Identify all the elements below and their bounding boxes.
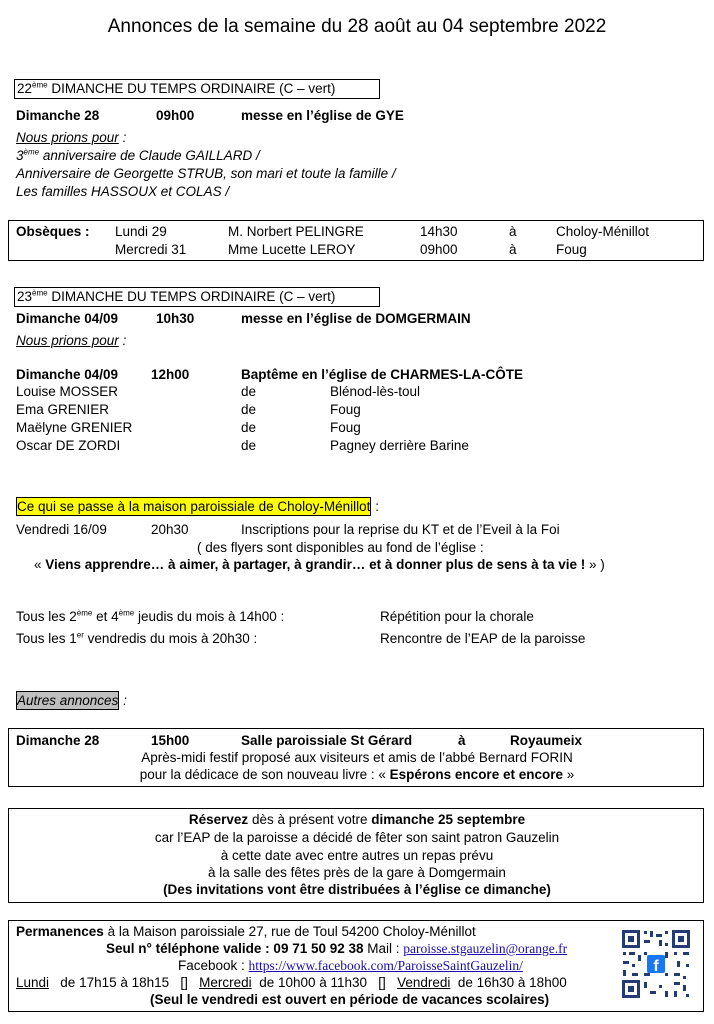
bapteme-name: Ema GRENIER (16, 402, 110, 417)
reservez-line: (Des invitations vont être distribuées à l’église ce dimanche) (163, 882, 551, 897)
svg-text:f: f (653, 958, 659, 975)
permanences-address: Permanences à la Maison paroissiale 27, rue de Toul 54200 Choloy-Ménillot (16, 924, 476, 939)
kt-slogan: « Viens apprendre… à aimer, à partager, à grandir… et à donner plus de sens à ta vie ! » ) (34, 557, 605, 572)
reservez-line: à cette date avec entre autres un repas prévu (220, 848, 494, 863)
autres-town: Royaumeix (510, 733, 583, 748)
event-day: Vendredi 16/09 (16, 522, 107, 537)
autres-time: 15h00 (151, 733, 190, 748)
prions-label: Nous prions pour : (16, 130, 127, 145)
bapteme-de: de (241, 402, 257, 417)
intention-line: Les familles HASSOUX et COLAS / (16, 184, 230, 199)
obseques-place: Foug (556, 242, 587, 257)
autres-heading: Autres annonces : (17, 693, 127, 708)
maison-heading: Ce qui se passe à la maison paroissiale de Choloy-Ménillot : (17, 499, 379, 514)
mass-place: messe en l’église de GYE (241, 108, 404, 123)
obseques-name: M. Norbert PELINGRE (228, 224, 364, 239)
event-time: 20h30 (151, 522, 189, 537)
obseques-time: 09h00 (420, 242, 458, 257)
reservez-line: Réservez dès à présent votre dimanche 25 septembre (188, 812, 526, 827)
autres-line: pour la dédicace de son nouveau livre : « Espérons encore et encore » (139, 767, 575, 782)
obseques-a: à (509, 242, 517, 257)
section-heading-22: 22ème DIMANCHE DU TEMPS ORDINAIRE (C – vert) (17, 80, 336, 96)
facebook-link[interactable]: https://www.facebook.com/ParoisseSaintGauzelin/ (248, 958, 523, 973)
mass-place: messe en l’église de DOMGERMAIN (241, 311, 471, 326)
bapteme-name: Louise MOSSER (16, 384, 119, 399)
prions-label: Nous prions pour : (16, 333, 127, 348)
bapteme-time: 12h00 (151, 367, 190, 382)
section-heading-23: 23ème DIMANCHE DU TEMPS ORDINAIRE (C – vert) (17, 288, 336, 304)
autres-day: Dimanche 28 (16, 733, 100, 748)
obseques-a: à (509, 224, 517, 239)
recurring-eap-desc: Rencontre de l’EAP de la paroisse (380, 631, 586, 646)
mail-link[interactable]: paroisse.stgauzelin@orange.fr (403, 941, 568, 956)
autres-place: Salle paroissiale St Gérard (241, 733, 413, 748)
page-title: Annonces de la semaine du 28 août au 04 septembre 2022 (107, 16, 607, 37)
bapteme-de: de (241, 438, 257, 453)
flyers-note: ( des flyers sont disponibles au fond de l’église : (197, 540, 484, 555)
event-desc: Inscriptions pour la reprise du KT et de l’Eveil à la Foi (241, 522, 560, 537)
recurring-chorale-desc: Répétition pour la chorale (380, 609, 534, 624)
obseques-day: Mercredi 31 (115, 242, 187, 257)
mass-day: Dimanche 28 (16, 108, 100, 123)
mass-time: 10h30 (156, 311, 195, 326)
bapteme-town: Foug (330, 420, 361, 435)
recurring-chorale: Tous les 2ème et 4ème jeudis du mois à 14h00 : (16, 608, 285, 624)
obseques-name: Mme Lucette LEROY (228, 242, 356, 257)
intention-line: 3ème anniversaire de Claude GAILLARD / (16, 147, 260, 163)
bapteme-town: Blénod-lès-toul (330, 384, 421, 399)
reservez-line: à la salle des fêtes près de la gare à Domgermain (208, 865, 506, 880)
contact-line: Seul n° téléphone valide : 09 71 50 92 38 Mail : paroisse.stgauzelin@orange.fr (106, 941, 568, 956)
obseques-day: Lundi 29 (115, 224, 167, 239)
obseques-place: Choloy-Ménillot (556, 224, 650, 239)
bapteme-place: Baptême en l’église de CHARMES-LA-CÔTE (241, 367, 524, 382)
reservez-line: car l’EAP de la paroisse a décidé de fêter son saint patron Gauzelin (154, 830, 560, 845)
recurring-eap: Tous les 1er vendredis du mois à 20h30 : (16, 630, 258, 646)
qr-code[interactable] (620, 928, 692, 1000)
bapteme-de: de (241, 420, 257, 435)
bapteme-name: Oscar DE ZORDI (16, 438, 121, 453)
facebook-line: Facebook : https://www.facebook.com/ParoisseSaintGauzelin/ (178, 958, 523, 973)
bapteme-day: Dimanche 04/09 (16, 367, 119, 382)
bapteme-de: de (241, 384, 257, 399)
autres-line: Après-midi festif proposé aux visiteurs et amis de l’abbé Bernard FORIN (141, 750, 573, 765)
obseques-time: 14h30 (420, 224, 458, 239)
intention-line: Anniversaire de Georgette STRUB, son mari et toute la famille / (16, 166, 396, 181)
mass-time: 09h00 (156, 108, 195, 123)
bapteme-town: Pagney derrière Barine (330, 438, 469, 453)
mass-day: Dimanche 04/09 (16, 311, 119, 326)
obseques-label: Obsèques : (16, 224, 90, 239)
vacation-note: (Seul le vendredi est ouvert en période de vacances scolaires) (150, 992, 550, 1007)
autres-a: à (458, 733, 466, 748)
bapteme-name: Maëlyne GRENIER (16, 420, 133, 435)
hours-line: Lundi de 17h15 à 18h15 [] Mercredi de 10h00 à 11h30 [] Vendredi de 16h30 à 18h00 (16, 975, 567, 990)
bapteme-town: Foug (330, 402, 361, 417)
